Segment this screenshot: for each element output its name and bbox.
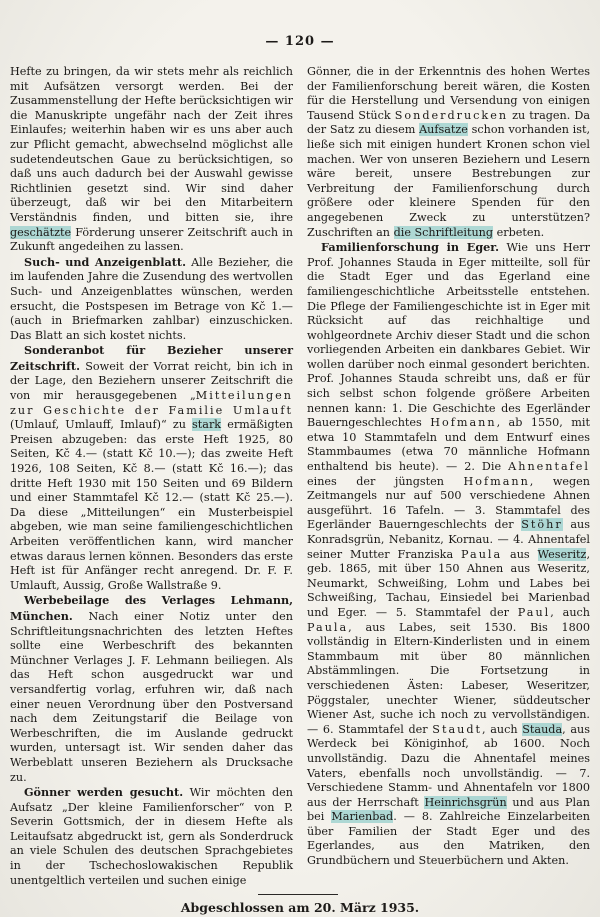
body-text: erbeten.: [493, 225, 545, 239]
body-text: , auch: [481, 722, 523, 736]
paragraph: [10, 65, 293, 255]
left-column: [10, 65, 293, 888]
body-text: (Umlauf, Umlauff, Imlauf)“ zu: [10, 418, 193, 432]
closing-date: Abgeschlossen am 20. März 1935.: [180, 900, 420, 916]
body-text: , wegen Zeitmangels nur auf 500 verschiedene Ahnen ausgeführt. 16 Tafeln. — 3. Stammtafel des Egerländer Bauerngeschlechts der: [307, 474, 591, 532]
paragraph: [10, 255, 293, 344]
paragraph-lead: Gönner werden gesucht.: [24, 785, 184, 800]
body-text: Wir möchten den Aufsatz „Der kleine Familienforscher“ von P. Severin Gottsmich, der in diesem Hefte als Leitaufsatz abgedruckt ist, gern als Sonderdruck an viele Schulen des deutschen Sprachgebietes in der Tschechoslowakischen Republik unentgeltlich verteilen und suchen einige: [10, 786, 293, 887]
highlighted-text: stark: [192, 418, 222, 432]
text-columns: [10, 65, 590, 888]
body-text: Förderung unserer Zeitschrift auch in Zukunft angedeihen zu lassen.: [10, 225, 293, 254]
body-text: , aus Labes, seit 1530. Bis 1800 vollständig in Eltern-Kinderlisten und in einem Stammbaum mit über 80 männlichen Abstämmlingen. Die Fortsetzung in verschiedenen Ästen: Labeser, Weseritzer, Pöggstaler, unechter Wiener, süddeutscher Wiener Ast, suche ich noch zu vervollständigen. — 6. Stammtafel der: [307, 620, 590, 736]
body-text: Wie uns Herr Prof. Johannes Stauda in Eger mitteilte, soll für die Stadt Eger und das Egerland eine familiengeschichtliche Arbeitsstelle entstehen. Die Pflege der Familiengeschichte ist in Eger mit Rücksicht auf das reichhaltige und wohlgeordnete Archiv dieser Stadt und die schon vorliegenden Arbeiten ein dankbares Gebiet. Wir wollen darüber noch einmal gesondert berichten. Prof. Johannes Stauda schreibt uns, daß er für sich selbst schon folgende größere Arbeiten nennen kann: 1. Die Geschichte des Egerländer Bauerngeschlechtes: [307, 241, 590, 430]
letterspaced-text: Paula: [307, 620, 349, 634]
paragraph-lead: Werbebeilage des Verlages Lehmann, München.: [10, 593, 293, 623]
paragraph-lead: Familienforschung in Eger.: [321, 240, 500, 255]
body-text: Alle Bezieher, die im laufenden Jahre die Zusendung des wertvollen Such- und Anzeigenblattes wünschen, werden ersucht, die Postspesen im Betrage von Kč 1.— (auch in Briefmarken zahlbar) einzuschicken. Das Blatt an sich kostet nichts.: [10, 255, 294, 342]
paragraph: [10, 343, 293, 593]
letterspaced-text: Hofmann: [430, 416, 497, 430]
letterspaced-text: Hofmann: [463, 474, 530, 488]
body-text: , geb. 1865, mit über 150 Ahnen aus Weseritz, Neumarkt, Schweißing, Lohm und Labes bei Schweißing, Tachau, Einsiedel bei Marienbad und Eger. — 5. Stammtafel der: [307, 547, 590, 619]
right-column: [307, 65, 590, 888]
body-text: Hefte zu bringen, da wir stets mehr als reichlich mit Aufsätzen versorgt werden. Bei der Zusammenstellung der Hefte berücksichtigen wir die Manuskripte ungefähr nach der Zeit ihres Einlaufes; weiterhin haben wir es uns aber auch zur Pflicht gemacht, abwechselnd möglichst alle sudetendeutschen Gaue zu berücksichtigen, so daß uns auch dadurch bei der Auswahl gewisse Richtlinien gesetzt sind. Wir sind daher überzeugt, daß wir bei den Mitarbeitern Verständnis finden, und bitten sie, ihre: [10, 65, 293, 224]
highlighted-text: Aufsatze: [419, 123, 468, 137]
paragraph: [307, 65, 590, 240]
page-number: — 120 —: [265, 34, 335, 49]
body-text: , ab 1550, mit etwa 10 Stammtafeln und dem Entwurf eines Stammbaumes (etwa 70 männliche Hofmann enthaltend bis heute). — 2. Die: [307, 416, 590, 474]
letterspaced-text: Paula: [461, 547, 503, 561]
letterspaced-text: Paul: [517, 605, 551, 619]
body-text: . — 8. Zahlreiche Einzelarbeiten über Familien der Stadt Eger und des Egerlandes, aus den Matriken, den Grundbüchern und Steuerbüchern und Akten.: [307, 810, 590, 868]
highlighted-text: Heinrichsgrün: [424, 795, 507, 809]
paragraph-lead: Such- und Anzeigenblatt.: [24, 254, 186, 269]
body-text: Gönner, die in der Erkenntnis des hohen Wertes der Familienforschung bereit wären, die Kosten für die Herstellung und Versendung von einigen Tausend Stück: [307, 65, 590, 122]
body-text: Nach einer Notiz unter den Schriftleitungsnachrichten des letzten Heftes sollte eine Werbeschrift des bekannten Münchner Verlages J. F. Lehmann beiliegen. Als das Heft schon ausgedruckt war und versandfertig vorlag, erfuhren wir, daß nach einer neuen Verordnung über den Postversand nach dem Zeitungstarif die Beilage von Werbeschriften, die im Auslande gedruckt wurden, untersagt ist. Wir senden daher das Werbeblatt unseren Beziehern als Drucksache zu.: [10, 609, 293, 784]
letterspaced-text: Ahnentafel: [508, 460, 590, 474]
body-text: , auch: [550, 605, 590, 619]
body-text: ermäßigten Preisen abzugeben: das erste Heft 1925, 80 Seiten, Kč 4.— (statt Kč 10.—); das zweite Heft 1926, 108 Seiten, Kč 8.— (statt Kč 16.—); das dritte Heft 1930 mit 150 Seiten und 69 Bildern und einer Stammtafel Kč 12.— (statt Kč 25.—). Da diese „Mitteilungen“ ein Musterbeispiel abgeben, wie man seine familiengeschichtlichen Arbeiten veröffentlichen kann, wird mancher etwas daraus lernen können. Besonders das erste Heft ist für Anfänger recht anregend. Dr. F. F. Umlauft, Aussig, Große Wallstraße 9.: [10, 418, 293, 592]
body-text: , aus Werdeck bei Königinhof, ab 1600. Noch unvollständig. Dazu die Ahnentafel meines Vaters, ebenfalls noch unvollständig. — 7. Verschiedene Stamm- und Ahnentafeln vor 1800 aus der Herrschaft: [307, 722, 590, 809]
body-text: schon vorhanden ist, ließe sich mit einigen hundert Kronen schon viel machen. Wer von unseren Beziehern und Lesern wäre bereit, unsere Bestrebungen zur Verbreitung der Familienforschung durch größere oder kleinere Spenden für den angegebenen Zweck zu unterstützen? Zuschriften an: [307, 123, 590, 239]
footer-rule: [258, 894, 338, 895]
highlighted-text: Weseritz: [537, 547, 587, 561]
highlighted-text: Stöhr: [521, 518, 563, 532]
paragraph: [307, 240, 590, 869]
body-text: zu tragen. Da der Satz zu diesem: [307, 108, 591, 137]
body-text: Soweit der Vorrat reicht, bin ich in der Lage, den Beziehern unserer Zeitschrift die von mir herausgegebenen „: [10, 359, 293, 403]
body-text: aus: [502, 547, 538, 561]
highlighted-text: die Schriftleitung: [393, 225, 494, 239]
letterspaced-text: Mitteilungen zur Geschichte der Familie Umlauft: [10, 389, 293, 417]
highlighted-text: geschätzte: [10, 225, 72, 239]
body-text: eines der jüngsten: [307, 474, 464, 488]
highlighted-text: Marienbad: [331, 810, 394, 824]
letterspaced-text: Sonderdrucken: [394, 108, 509, 122]
body-text: aus Konradsgrün, Nebanitz, Kornau. — 4. Ahnentafel seiner Mutter Franziska: [307, 518, 590, 561]
letterspaced-text: Staudt: [432, 722, 482, 736]
paragraph: [10, 593, 293, 785]
body-text: und aus Plan bei: [307, 795, 590, 824]
highlighted-text: Stauda: [522, 722, 563, 736]
paragraph: [10, 785, 293, 888]
paragraph-lead: Sonderanbot für Bezieher unserer Zeitschrift.: [10, 343, 293, 373]
